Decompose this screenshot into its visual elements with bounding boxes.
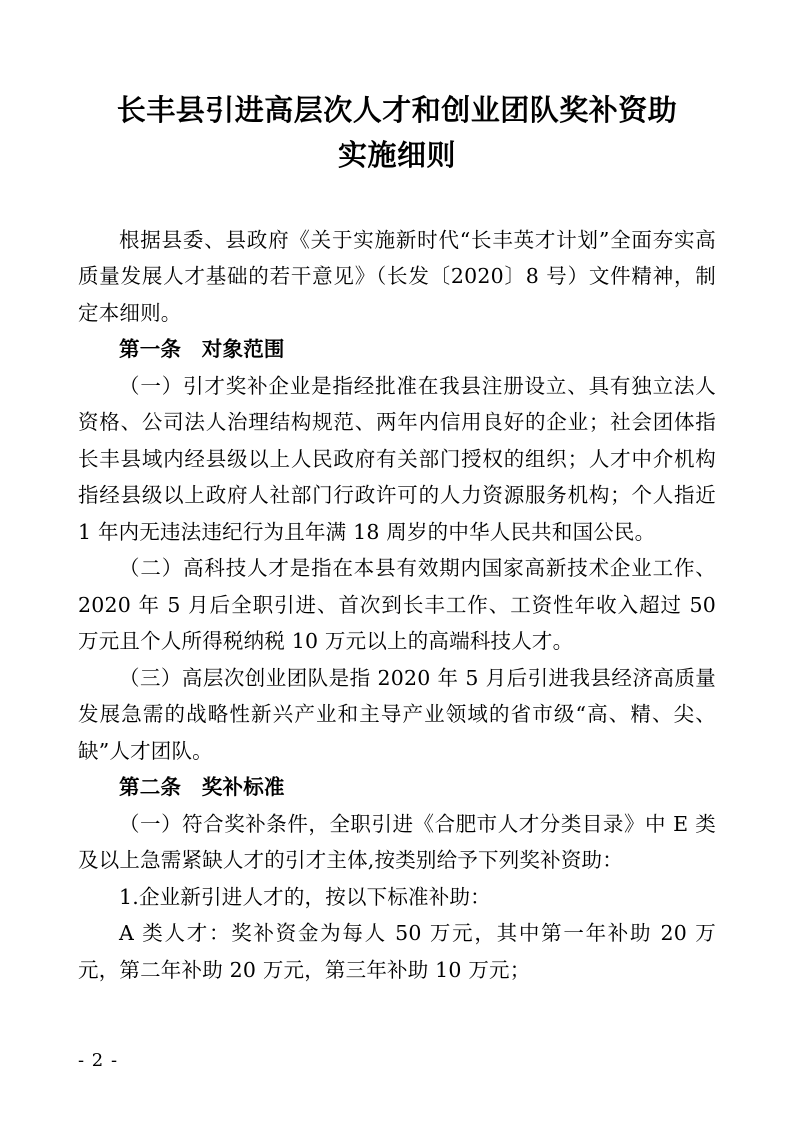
title-line-2: 实施细则 <box>337 137 456 172</box>
page-title <box>104 88 691 178</box>
paragraph-article-2-item-1: （一）符合奖补条件，全职引进《合肥市人才分类目录》中 E 类及以上急需紧缺人才的引才主体,按类别给予下列奖补资助： <box>78 811 716 873</box>
paragraph-article-1-item-1: （一）引才奖补企业是指经批准在我县注册设立、具有独立法人资格、公司法人治理结构规范、两年内信用良好的企业；社会团体指长丰县域内经县级以上人民政府有关部门授权的组织；人才中介机构指经县级以上政府人社部门行政许可的人力资源服务机构；个人指近 1 年内无违法违纪行为且年满 18 周岁的中华人民共和国公民。 <box>78 373 716 544</box>
document-body <box>78 222 716 988</box>
section-heading-article-2: 第二条 奖补标准 <box>119 775 285 800</box>
paragraph-article-2-class-a: A 类人才：奖补资金为每人 50 万元，其中第一年补助 20 万元，第二年补助 20 万元，第三年补助 10 万元； <box>78 921 716 982</box>
page-number: - 2 - <box>78 1050 119 1071</box>
paragraph-article-2-item-1-sub-1: 1.企业新引进人才的，按以下标准补助： <box>119 884 491 909</box>
section-heading-article-1: 第一条 对象范围 <box>119 337 285 362</box>
paragraph-article-1-item-3: （三）高层次创业团队是指 2020 年 5 月后引进我县经济高质量发展急需的战略性新兴产业和主导产业领域的省市级“高、精、尖、缺”人才团队。 <box>78 665 716 763</box>
paragraph-article-1-item-2: （二）高科技人才是指在本县有效期内国家高新技术企业工作、2020 年 5 月后全职引进、首次到长丰工作、工资性年收入超过 50 万元且个人所得税纳税 10 万元以上的高端科技人才。 <box>78 556 716 654</box>
paragraph-preamble: 根据县委、县政府《关于实施新时代“长丰英才计划”全面夯实高质量发展人才基础的若干意见》（长发〔2020〕8 号）文件精神，制定本细则。 <box>78 227 716 325</box>
title-line-1: 长丰县引进高层次人才和创业团队奖补资助 <box>116 93 678 127</box>
